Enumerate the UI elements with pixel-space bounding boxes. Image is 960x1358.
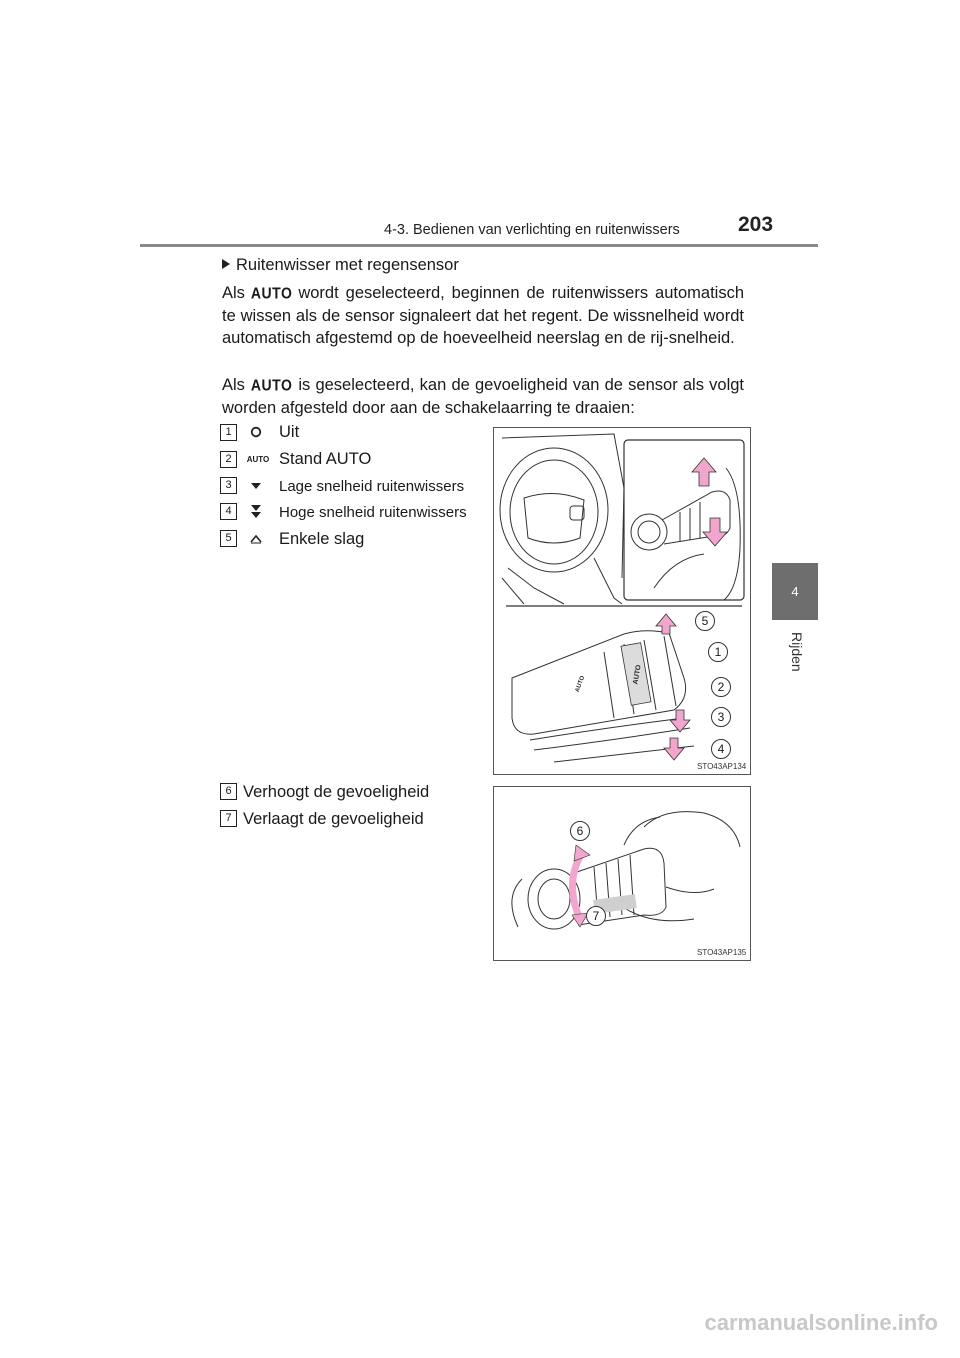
item-label: Stand AUTO bbox=[279, 450, 372, 468]
callout-7: 7 bbox=[586, 906, 606, 926]
item-label: Verhoogt de gevoeligheid bbox=[243, 783, 430, 801]
watermark: carmanualsonline.info bbox=[704, 1310, 938, 1335]
figure-code: STO43AP134 bbox=[697, 762, 747, 771]
double-down-triangle-icon bbox=[245, 502, 267, 522]
item-number: 6 bbox=[220, 783, 237, 800]
callout-5: 5 bbox=[695, 611, 715, 631]
item-label: Hoge snelheid ruitenwissers bbox=[279, 504, 467, 521]
callout-3: 3 bbox=[711, 707, 731, 727]
section-title: 4-3. Bedienen van verlichting en ruitenwissers bbox=[384, 222, 680, 238]
callout-1: 1 bbox=[708, 642, 728, 662]
item-number: 3 bbox=[220, 477, 237, 494]
item-number: 7 bbox=[220, 810, 237, 827]
auto-symbol-icon: AUTO bbox=[250, 284, 293, 302]
switch-auto-label: AUTO bbox=[632, 664, 643, 685]
item-number: 1 bbox=[220, 424, 237, 441]
page-number: 203 bbox=[738, 213, 774, 236]
item-label: Enkele slag bbox=[279, 530, 365, 548]
item-label: Verlaagt de gevoeligheid bbox=[243, 810, 424, 828]
paragraph-sensitivity: Als AUTO is geselecteerd, kan de gevoeligheid van de sensor als volgt worden afgesteld door aan de schakelaarring te draaien: bbox=[222, 374, 744, 419]
auto-symbol-icon: AUTO bbox=[250, 376, 293, 394]
callout-6: 6 bbox=[570, 821, 590, 841]
item-number: 5 bbox=[220, 530, 237, 547]
chapter-tab[interactable]: 4 bbox=[772, 563, 818, 620]
callout-4: 4 bbox=[711, 739, 731, 759]
sensitivity-ring-illustration bbox=[494, 787, 750, 960]
paragraph-auto-description: Als AUTO wordt geselecteerd, beginnen de ruitenwissers automatisch te wissen als de sensor signaleert dat het regent. De wissnelheid wordt automatisch afgestemd op de hoeveelheid neerslag en de rij-snelheid. bbox=[222, 282, 744, 350]
item-label: Uit bbox=[279, 423, 300, 441]
auto-text-icon: AUTO bbox=[246, 454, 270, 464]
figure-code: STO43AP135 bbox=[697, 948, 747, 957]
item-number: 4 bbox=[220, 503, 237, 520]
item-number: 2 bbox=[220, 451, 237, 468]
triangle-bullet-icon bbox=[222, 259, 230, 269]
header-rule bbox=[140, 244, 818, 247]
figure-sensitivity-ring bbox=[493, 786, 751, 961]
single-down-triangle-icon bbox=[245, 478, 267, 494]
stalk-auto-label: AUTO bbox=[574, 675, 587, 694]
off-circle-icon bbox=[245, 424, 267, 440]
item-label: Lage snelheid ruitenwissers bbox=[279, 478, 465, 495]
figure-wiper-switch bbox=[493, 427, 751, 775]
chapter-tab-label: Rijden bbox=[789, 632, 805, 672]
section-heading: Ruitenwisser met regensensor bbox=[222, 256, 459, 275]
up-caret-icon bbox=[245, 531, 267, 547]
callout-2: 2 bbox=[711, 677, 731, 697]
